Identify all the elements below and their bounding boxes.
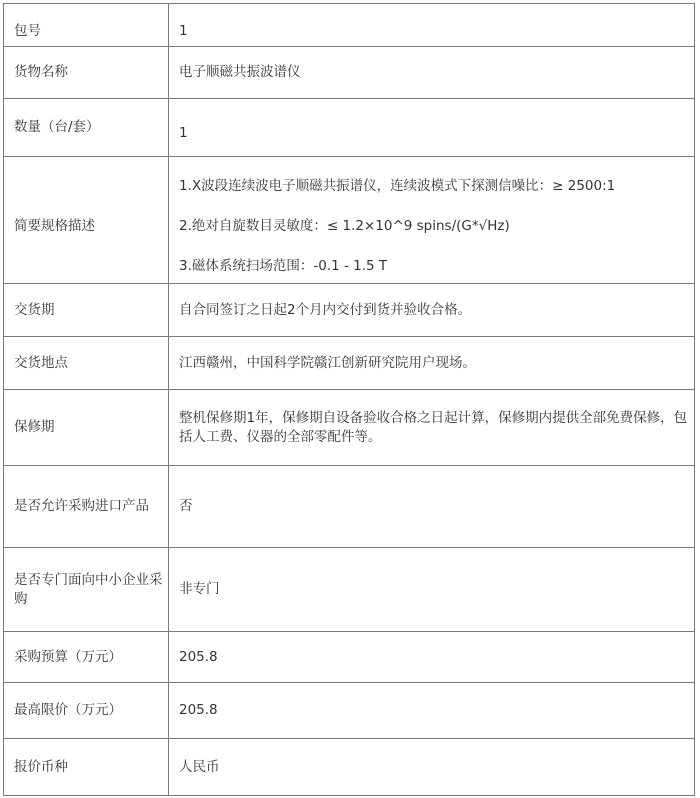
row-label: 是否允许采购进口产品 [4,466,169,548]
row-value: 自合同签订之日起2个月内交付到货并验收合格。 [169,284,695,337]
table-row [4,632,695,683]
table-row [4,390,695,466]
row-label: 数量（台/套） [4,99,169,157]
table-row [4,466,695,548]
row-value: 人民币 [169,739,695,796]
table-row [4,548,695,632]
row-label: 货物名称 [4,47,169,99]
row-label: 采购预算（万元） [4,632,169,683]
table-row [4,683,695,739]
row-label: 交货地点 [4,337,169,390]
table-row [4,47,695,99]
table-row [4,284,695,337]
row-value: 江西赣州，中国科学院赣江创新研究院用户现场。 [169,337,695,390]
row-label: 简要规格描述 [4,157,169,284]
table-row [4,157,695,284]
row-label: 保修期 [4,390,169,466]
procurement-spec-table [3,3,695,796]
table-row [4,99,695,157]
row-label: 包号 [4,4,169,47]
spec-line: 2.绝对自旋数目灵敏度：≤ 1.2×10^9 spins/(G*√Hz) [179,217,510,234]
spec-line: 3.磁体系统扫场范围：-0.1 - 1.5 T [179,257,388,274]
spec-line: 1.X波段连续波电子顺磁共振谱仪，连续波模式下探测信噪比：≥ 2500:1 [179,177,616,194]
row-value: 1 [169,4,695,47]
row-label: 最高限价（万元） [4,683,169,739]
row-value: 非专门 [169,548,695,632]
row-value: 否 [169,466,695,548]
table-row [4,337,695,390]
row-value [169,157,695,284]
row-value: 205.8 [169,683,695,739]
table-row [4,739,695,796]
row-value: 1 [169,99,695,157]
row-label: 交货期 [4,284,169,337]
row-value: 整机保修期1年，保修期自设备验收合格之日起计算，保修期内提供全部免费保修，包括人工费、仪器的全部零配件等。 [169,390,695,466]
row-value: 205.8 [169,632,695,683]
row-value: 电子顺磁共振波谱仪 [169,47,695,99]
row-label: 是否专门面向中小企业采购 [4,548,169,632]
row-label: 报价币种 [4,739,169,796]
table-row [4,4,695,47]
